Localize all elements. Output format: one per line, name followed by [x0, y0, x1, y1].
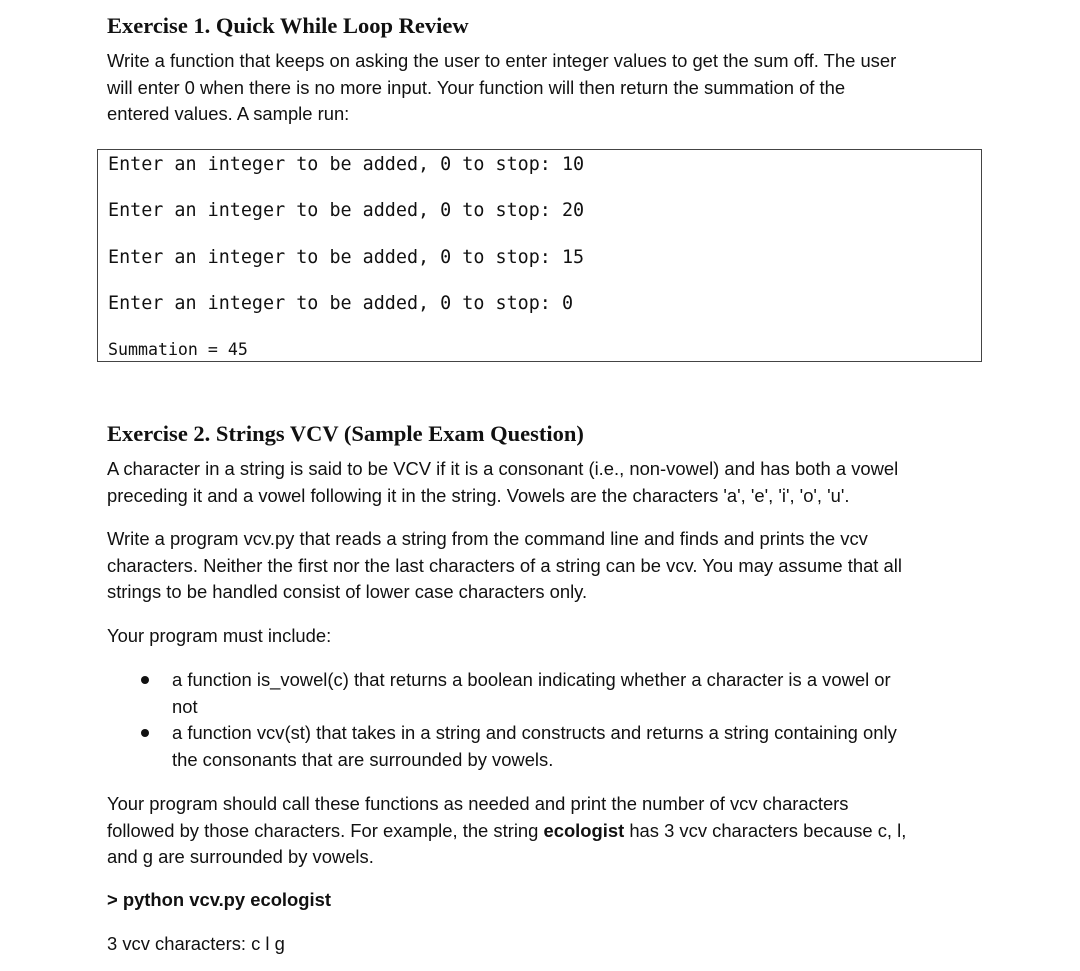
requirements-list — [107, 667, 987, 773]
list-item-line: the consonants that are surrounded by vowels. — [172, 748, 554, 770]
bullet-icon — [141, 676, 149, 684]
example-word: ecologist — [543, 819, 625, 841]
paragraph-text: followed by those characters. For example, the string — [107, 819, 544, 841]
exercise1-description-line: will enter 0 when there is no more input. Your function will then return the summation of the — [107, 76, 846, 98]
paragraph-line: Your program should call these functions as needed and print the number of vcv characters — [107, 793, 849, 814]
sample-run-line: Enter an integer to be added, 0 to stop: 10 — [108, 154, 585, 175]
list-item-line: not — [172, 695, 198, 717]
paragraph-line: preceding it and a vowel following it in the string. Vowels are the characters 'a', 'e', 'i', 'o', 'u'. — [107, 484, 850, 506]
exercise2-paragraph-2 — [107, 526, 987, 606]
paragraph-line: A character in a string is said to be VCV if it is a consonant (i.e., non-vowel) and has both a vowel — [107, 458, 899, 479]
sample-run-line: Enter an integer to be added, 0 to stop: 0 — [108, 293, 574, 314]
must-include-label: Your program must include: — [107, 625, 332, 646]
exercise1-description — [107, 48, 987, 128]
exercise1-title: Exercise 1. Quick While Loop Review — [107, 13, 469, 38]
command-output: 3 vcv characters: c l g — [107, 933, 285, 954]
exercise2-title: Exercise 2. Strings VCV (Sample Exam Question) — [107, 421, 584, 446]
paragraph-line: characters. Neither the first nor the last characters of a string can be vcv. You may assume that all — [107, 554, 902, 576]
list-item-line: a function is_vowel(c) that returns a boolean indicating whether a character is a vowel or — [172, 669, 891, 690]
list-item — [107, 667, 987, 720]
paragraph-line: strings to be handled consist of lower case characters only. — [107, 581, 588, 602]
exercise1-description-line: entered values. A sample run: — [107, 103, 350, 124]
exercise2-paragraph-1 — [107, 456, 987, 509]
exercise1-description-line: Write a function that keeps on asking the user to enter integer values to get the sum off. The user — [107, 50, 897, 71]
paragraph-text: has 3 vcv characters because c, l, — [624, 819, 907, 841]
paragraph-line-with-example — [107, 818, 987, 845]
list-item-line: a function vcv(st) that takes in a string and constructs and returns a string containing only — [172, 722, 897, 743]
sample-run-line: Enter an integer to be added, 0 to stop: 20 — [108, 200, 585, 221]
sample-run-line: Enter an integer to be added, 0 to stop: 15 — [108, 247, 585, 268]
command-example: > python vcv.py ecologist — [107, 889, 331, 910]
bullet-icon — [141, 729, 149, 737]
paragraph-line: and g are surrounded by vowels. — [107, 846, 374, 867]
sample-run-summary: Summation = 45 — [108, 340, 248, 359]
paragraph-line: Write a program vcv.py that reads a string from the command line and finds and prints the vcv — [107, 528, 868, 549]
list-item — [107, 720, 987, 773]
sample-run-box — [97, 149, 982, 362]
exercise2-paragraph-3 — [107, 791, 987, 871]
